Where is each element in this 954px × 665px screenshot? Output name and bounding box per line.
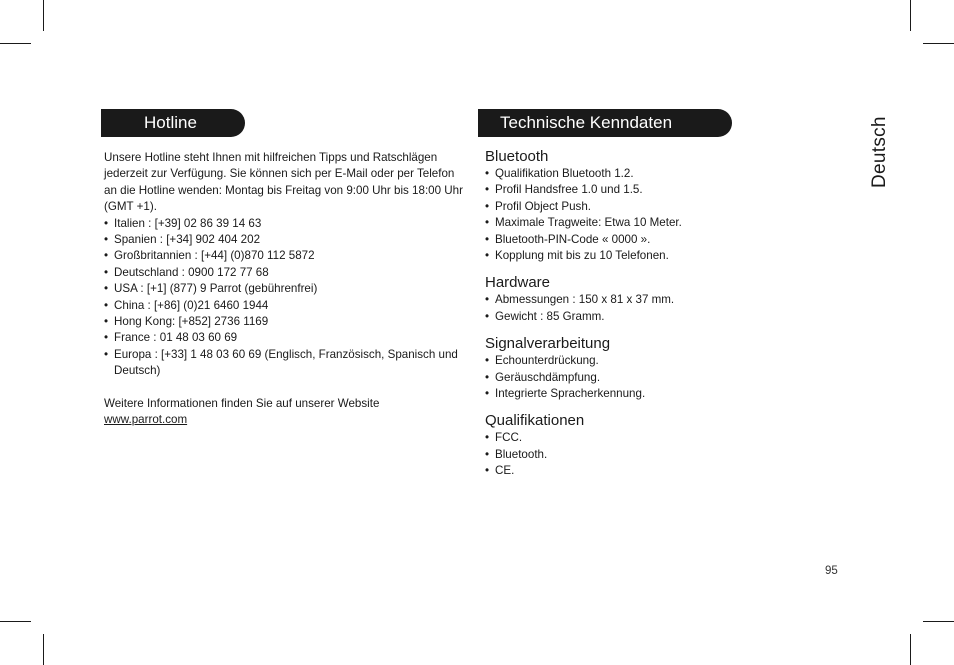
list-item: • Italien : [+39] 02 86 39 14 63 [104,216,464,232]
list-item: • CE. [485,463,815,479]
more-info-paragraph [104,396,464,429]
crop-mark [923,621,954,622]
hotline-column [104,150,464,429]
list-item: • Großbritannien : [+44] (0)870 112 5872 [104,248,464,264]
crop-mark [43,634,44,665]
spec-list [485,166,815,264]
page-number: 95 [825,565,838,577]
section-title: Hardware [485,274,551,292]
website-link[interactable]: www.parrot.com [104,413,188,427]
section-title: Bluetooth [485,148,549,165]
list-item: • Profil Handsfree 1.0 und 1.5. [485,182,815,198]
list-item: • Echounterdrückung. [485,353,815,369]
list-item: • Maximale Tragweite: Etwa 10 Meter. [485,215,815,231]
list-item: • Gewicht : 85 Gramm. [485,309,815,325]
list-item: • USA : [+1] (877) 9 Parrot (gebührenfrei) [104,281,464,297]
hotline-heading [101,109,245,137]
list-item: • Europa : [+33] 1 48 03 60 69 (Englisch, Französisch, Spanisch und Deutsch) [104,347,464,380]
spec-section-qualifications [485,411,815,479]
tech-specs-heading [478,109,732,137]
tech-specs-heading-text: Technische Kenndaten [500,113,673,132]
spec-list [485,430,815,479]
list-item: • Qualifikation Bluetooth 1.2. [485,166,815,182]
crop-mark [910,634,911,665]
list-item: • Abmessungen : 150 x 81 x 37 mm. [485,292,815,308]
spec-list [485,292,815,325]
spec-section-hardware [485,273,815,325]
crop-mark [0,43,31,44]
list-item: • Kopplung mit bis zu 10 Telefonen. [485,248,815,264]
crop-mark [43,0,44,31]
spec-section-signal-processing [485,334,815,402]
list-item: • FCC. [485,430,815,446]
list-item: • Deutschland : 0900 172 77 68 [104,265,464,281]
list-item: • Geräuschdämpfung. [485,370,815,386]
tech-specs-column [485,147,815,489]
list-item: • Spanien : [+34] 902 404 202 [104,232,464,248]
more-info-text: Weitere Informationen finden Sie auf unserer Website [104,397,380,411]
spec-section-bluetooth [485,147,815,264]
language-side-label: Deutsch [869,116,890,188]
crop-mark [0,621,31,622]
spacer [104,380,464,396]
list-item: • Hong Kong: [+852] 2736 1169 [104,314,464,330]
list-item: • Profil Object Push. [485,199,815,215]
list-item: • China : [+86] (0)21 6460 1944 [104,298,464,314]
hotline-heading-text: Hotline [144,113,197,132]
hotline-numbers-list [104,216,464,380]
crop-mark [923,43,954,44]
spec-list [485,353,815,402]
list-item: • Bluetooth-PIN-Code « 0000 ». [485,232,815,248]
hotline-intro: Unsere Hotline steht Ihnen mit hilfreichen Tipps und Ratschlägen jederzeit zur Verfügung. Sie können sich per E-Mail oder per Telefon an die Hotline wenden: Montag bis Freitag von 9:00 Uhr bis 18:00 Uhr (GMT +1). [104,151,463,214]
list-item: • France : 01 48 03 60 69 [104,330,464,346]
section-title: Signalverarbeitung [485,335,611,353]
list-item: • Bluetooth. [485,447,815,463]
crop-mark [910,0,911,31]
list-item: • Integrierte Spracherkennung. [485,386,815,402]
section-title: Qualifikationen [485,412,585,430]
